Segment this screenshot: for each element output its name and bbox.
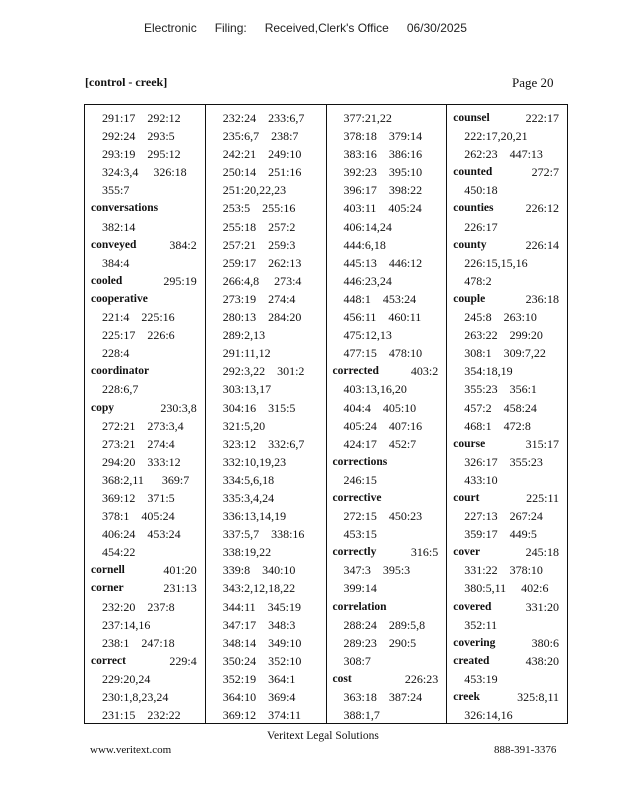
index-term: corrections <box>332 455 388 468</box>
index-ref-line: 364:10 369:4 <box>222 690 296 704</box>
index-ref-line: 280:13 284:20 <box>222 310 302 325</box>
index-ref-line: 304:16 315:5 <box>222 400 296 415</box>
index-ref-line: 232:20 237:8 <box>102 599 175 614</box>
index-term-entry <box>333 453 447 471</box>
index-ref-line: 350:24 352:10 <box>222 653 302 668</box>
index-ref-line: 352:19 364:1 <box>222 671 296 686</box>
index-first-ref: 226:23 <box>404 671 439 686</box>
index-ref-line: 221:4 225:16 <box>102 310 175 325</box>
index-ref-line: 289:23 290:5 <box>343 635 417 650</box>
index-term-entry <box>333 598 447 616</box>
index-ref-line: 347:17 348:3 <box>222 617 296 632</box>
index-term: cooperative <box>91 292 148 305</box>
index-ref-line: 383:16 386:16 <box>343 147 423 162</box>
footer-website: www.veritext.com <box>90 744 172 756</box>
index-ref-line: 303:13,17 <box>222 382 272 397</box>
index-ref-line: 227:13 267:24 <box>464 509 543 524</box>
index-ref-line: 246:15 <box>343 472 377 487</box>
index-ref-line: 433:10 <box>464 472 498 487</box>
index-ref-line: 272:15 450:23 <box>343 509 423 524</box>
index-first-ref: 229:4 <box>169 653 197 668</box>
index-ref-line: 457:2 458:24 <box>464 400 537 415</box>
index-ref-line: 228:4 <box>102 346 130 361</box>
index-term-entry <box>453 199 567 217</box>
index-ref-line: 326:17 355:23 <box>464 454 543 469</box>
index-ref-line: 392:23 395:10 <box>343 165 423 180</box>
index-ref-line: 308:7 <box>343 653 371 668</box>
index-term: cover <box>453 546 481 559</box>
index-ref-line: 380:5,11 402:6 <box>464 581 549 596</box>
index-first-ref: 401:20 <box>163 563 197 578</box>
page-number: Page 20 <box>512 75 554 90</box>
index-column-3 <box>327 105 448 723</box>
index-ref-line: 229:20,24 <box>102 671 151 686</box>
index-ref-line: 253:5 255:16 <box>222 201 296 216</box>
index-term: cost <box>332 672 352 685</box>
index-ref-line: 403:11 405:24 <box>343 201 422 216</box>
index-term: conversations <box>91 202 159 215</box>
index-ref-line: 352:11 <box>464 617 498 632</box>
index-ref-line: 347:3 395:3 <box>343 563 411 578</box>
index-term-entry <box>91 236 205 254</box>
index-ref-line: 288:24 289:5,8 <box>343 617 426 632</box>
index-term-entry <box>333 670 447 688</box>
index-ref-line: 378:1 405:24 <box>102 509 175 524</box>
index-first-ref: 325:8,11 <box>517 690 559 704</box>
index-ref-line: 339:8 340:10 <box>222 563 296 578</box>
index-term: course <box>453 437 486 450</box>
index-ref-line: 326:14,16 <box>464 708 513 723</box>
index-ref-line: 226:17 <box>464 219 498 234</box>
index-ref-line: 355:7 <box>102 183 130 198</box>
index-table <box>84 104 568 724</box>
index-first-ref: 295:19 <box>163 273 197 288</box>
index-term: correct <box>91 654 126 667</box>
index-ref-line: 235:6,7 238:7 <box>222 129 299 144</box>
index-ref-line: 266:4,8 273:4 <box>222 273 302 288</box>
index-term-entry <box>91 399 205 417</box>
index-ref-line: 450:18 <box>464 183 498 198</box>
index-term: county <box>453 238 487 251</box>
index-ref-line: 289:2,13 <box>222 328 266 343</box>
index-ref-line: 363:18 387:24 <box>343 690 423 704</box>
index-column-2 <box>206 105 327 723</box>
index-ref-line: 478:2 <box>464 273 492 288</box>
index-ref-line: 453:15 <box>343 527 377 542</box>
index-ref-line: 230:1,8,23,24 <box>102 690 169 704</box>
index-ref-line: 369:12 374:11 <box>222 708 301 723</box>
index-first-ref: 315:17 <box>525 436 559 451</box>
index-term: counties <box>453 202 494 215</box>
index-first-ref: 222:17 <box>525 111 559 125</box>
index-ref-line: 242:21 249:10 <box>222 147 302 162</box>
index-ref-line: 406:24 453:24 <box>102 527 181 542</box>
index-ref-line: 294:20 333:12 <box>102 454 181 469</box>
index-ref-line: 291:11,12 <box>222 346 271 361</box>
index-ref-line: 382:14 <box>102 219 136 234</box>
header-electronic: Electronic <box>144 21 197 35</box>
index-first-ref: 438:20 <box>525 653 559 668</box>
index-ref-line: 321:5,20 <box>222 418 266 433</box>
index-term: corner <box>91 582 124 595</box>
index-ref-line: 238:1 247:18 <box>102 635 175 650</box>
index-ref-line: 292:3,22 301:2 <box>222 364 305 379</box>
index-ref-line: 334:5,6,18 <box>222 472 275 487</box>
index-ref-line: 231:15 232:22 <box>102 708 181 723</box>
index-term-entry <box>91 199 205 217</box>
index-ref-line: 292:24 293:5 <box>102 129 175 144</box>
index-ref-line: 403:13,16,20 <box>343 382 407 397</box>
index-first-ref: 380:6 <box>531 635 559 650</box>
index-ref-line: 368:2,11 369:7 <box>102 472 190 487</box>
header-received: Received,Clerk's Office <box>264 21 389 35</box>
index-term: covering <box>453 636 496 649</box>
index-ref-line: 245:8 263:10 <box>464 310 537 325</box>
index-ref-line: 222:17,20,21 <box>464 129 528 144</box>
index-term-entry <box>333 489 447 507</box>
index-ref-line: 251:20,22,23 <box>222 183 287 198</box>
index-ref-line: 399:14 <box>343 581 377 596</box>
index-term-entry <box>453 598 567 616</box>
index-ref-line: 355:23 356:1 <box>464 382 537 397</box>
index-term-entry <box>333 362 447 380</box>
index-term-entry <box>453 634 567 652</box>
index-term: copy <box>91 401 114 414</box>
index-ref-line: 354:18,19 <box>464 364 513 379</box>
index-ref-line: 250:14 251:16 <box>222 165 302 180</box>
index-term-entry <box>453 652 567 670</box>
index-ref-line: 237:14,16 <box>102 617 151 632</box>
index-ref-line: 272:21 273:3,4 <box>102 418 184 433</box>
index-ref-line: 344:11 345:19 <box>222 599 301 614</box>
index-ref-line: 336:13,14,19 <box>222 509 287 524</box>
index-ref-line: 257:21 259:3 <box>222 237 296 252</box>
footer-company: Veritext Legal Solutions <box>267 730 379 742</box>
index-ref-line: 477:15 478:10 <box>343 346 423 361</box>
index-ref-line: 468:1 472:8 <box>464 418 531 433</box>
index-ref-line: 225:17 226:6 <box>102 328 175 343</box>
index-term-entry <box>91 290 205 308</box>
index-term: cornell <box>91 564 125 577</box>
index-term: covered <box>453 600 492 613</box>
index-term-entry <box>91 272 205 290</box>
index-term: correctly <box>332 546 377 559</box>
index-term: counted <box>453 166 493 179</box>
index-term: creek <box>453 691 480 703</box>
index-ref-line: 377:21,22 <box>343 111 392 125</box>
index-term: corrected <box>332 365 379 378</box>
index-term-entry <box>453 236 567 254</box>
index-first-ref: 316:5 <box>410 545 439 560</box>
index-term: cooled <box>91 274 123 287</box>
header-filing: Filing: <box>214 21 247 35</box>
index-ref-line: 331:22 378:10 <box>464 563 543 578</box>
index-ref-line: 388:1,7 <box>343 708 380 723</box>
header-date: 06/30/2025 <box>406 21 467 35</box>
index-first-ref: 225:11 <box>526 490 559 505</box>
index-term-entry <box>91 362 205 380</box>
index-first-ref: 272:7 <box>531 165 559 180</box>
index-ref-line: 293:19 295:12 <box>102 147 181 162</box>
index-term-entry <box>453 109 567 127</box>
index-ref-line: 232:24 233:6,7 <box>222 111 305 125</box>
index-ref-line: 348:14 349:10 <box>222 635 302 650</box>
index-first-ref: 245:18 <box>525 545 559 560</box>
index-first-ref: 231:13 <box>163 581 197 596</box>
index-ref-line: 308:1 309:7,22 <box>464 346 546 361</box>
index-ref-line: 406:14,24 <box>343 219 392 234</box>
index-term-entry <box>91 652 205 670</box>
index-ref-line: 255:18 257:2 <box>222 219 296 234</box>
index-term: corrective <box>332 491 382 504</box>
index-term: counsel <box>453 112 490 124</box>
index-ref-line: 453:19 <box>464 671 498 686</box>
index-term-entry <box>453 543 567 561</box>
index-ref-line: 291:17 292:12 <box>102 111 181 125</box>
index-term-entry <box>91 579 205 597</box>
index-ref-line: 378:18 379:14 <box>343 129 423 144</box>
index-ref-line: 424:17 452:7 <box>343 436 417 451</box>
index-ref-line: 448:1 453:24 <box>343 291 417 306</box>
index-ref-line: 359:17 449:5 <box>464 527 537 542</box>
index-ref-line: 369:12 371:5 <box>102 490 175 505</box>
index-first-ref: 226:12 <box>525 201 559 216</box>
index-first-ref: 226:14 <box>525 237 559 252</box>
index-ref-line: 262:23 447:13 <box>464 147 543 162</box>
index-term-entry <box>453 163 567 181</box>
index-term: correlation <box>332 600 387 613</box>
index-ref-line: 475:12,13 <box>343 328 392 343</box>
index-ref-line: 263:22 299:20 <box>464 328 543 343</box>
index-ref-line: 444:6,18 <box>343 237 386 252</box>
index-term-entry <box>453 688 567 706</box>
index-ref-line: 337:5,7 338:16 <box>222 527 305 542</box>
index-ref-line: 335:3,4,24 <box>222 490 275 505</box>
index-term: couple <box>453 292 486 305</box>
index-ref-line: 384:4 <box>102 255 130 270</box>
index-first-ref: 331:20 <box>525 599 559 614</box>
index-term-entry <box>333 543 447 561</box>
index-range: [control - creek] <box>85 75 168 89</box>
index-term-entry <box>453 435 567 453</box>
index-term: court <box>453 491 480 504</box>
index-first-ref: 236:18 <box>525 291 559 306</box>
index-ref-line: 273:21 274:4 <box>102 436 175 451</box>
index-term: created <box>453 654 490 667</box>
index-ref-line: 273:19 274:4 <box>222 291 296 306</box>
filing-header <box>144 21 485 35</box>
index-ref-line: 456:11 460:11 <box>343 310 422 325</box>
index-first-ref: 403:2 <box>410 364 439 379</box>
index-term-entry <box>453 489 567 507</box>
index-term-entry <box>453 290 567 308</box>
index-column-4 <box>447 105 567 723</box>
index-ref-line: 228:6,7 <box>102 382 139 397</box>
index-term: conveyed <box>91 238 137 251</box>
index-ref-line: 445:13 446:12 <box>343 255 423 270</box>
footer-phone: 888-391-3376 <box>494 744 557 756</box>
index-ref-line: 404:4 405:10 <box>343 400 417 415</box>
index-ref-line: 396:17 398:22 <box>343 183 423 198</box>
index-ref-line: 343:2,12,18,22 <box>222 581 296 596</box>
index-term: coordinator <box>91 365 150 378</box>
index-ref-line: 324:3,4 326:18 <box>102 165 187 180</box>
index-ref-line: 259:17 262:13 <box>222 255 302 270</box>
index-first-ref: 384:2 <box>169 237 197 252</box>
index-ref-line: 338:19,22 <box>222 545 272 560</box>
index-column-1 <box>85 105 206 723</box>
index-ref-line: 405:24 407:16 <box>343 418 423 433</box>
index-ref-line: 446:23,24 <box>343 273 392 288</box>
index-ref-line: 226:15,15,16 <box>464 255 528 270</box>
index-ref-line: 323:12 332:6,7 <box>222 436 305 451</box>
index-term-entry <box>91 561 205 579</box>
index-first-ref: 230:3,8 <box>160 400 197 415</box>
index-ref-line: 454:22 <box>102 545 136 560</box>
index-ref-line: 332:10,19,23 <box>222 454 287 469</box>
